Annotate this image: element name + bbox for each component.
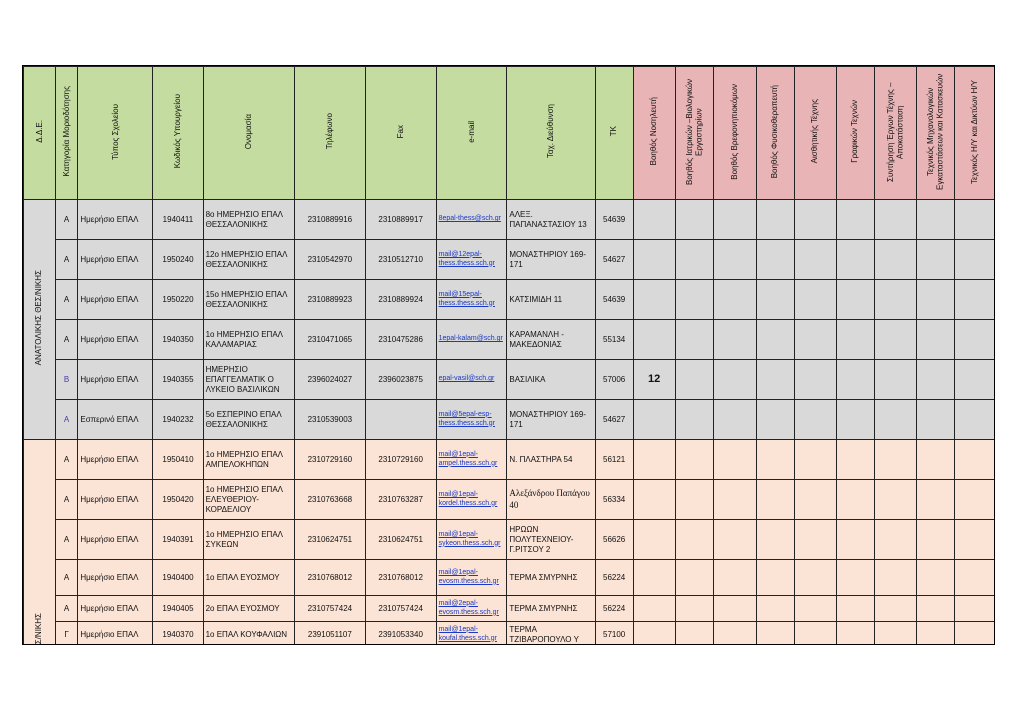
code-cell: 1940391 [153,520,203,560]
email-link[interactable]: mail@5epal-esp-thess.thess.sch.gr [436,400,507,440]
name-cell: 15ο ΗΜΕΡΗΣΙΟ ΕΠΑΛ ΘΕΣΣΑΛΟΝΙΚΗΣ [203,280,294,320]
table-row [24,400,996,440]
name-cell: 1ο ΗΜΕΡΗΣΙΟ ΕΠΑΛ ΚΑΛΑΜΑΡΙΑΣ [203,320,294,360]
name-cell: 1ο ΕΠΑΛ ΚΟΥΦΑΛΙΩΝ [203,622,294,646]
address-cell: Ν. ΠΛΑΣΤΗΡΑ 54 [507,440,595,480]
district-cell: Σ/ΝΙΚΗΣ [24,440,56,646]
schools-table [23,66,995,645]
address-cell: ΗΡΩΩΝ ΠΟΛΥΤΕΧΝΕΙΟΥ-Γ.ΡΙΤΣΟΥ 2 [507,520,595,560]
header-fax: Fax [365,67,436,200]
email-link[interactable]: mail@1epal-ampel.thess.sch.gr [436,440,507,480]
category-cell: A [55,596,78,622]
email-link[interactable]: 8epal-thess@sch.gr [436,200,507,240]
header-category: Κατηγορία Μοριοδότησης [55,67,78,200]
header-address: Ταχ. Διεύθυνση [507,67,595,200]
code-cell: 1950240 [153,240,203,280]
address-cell: ΤΕΡΜΑ ΣΜΥΡΝΗΣ [507,596,595,622]
address-cell: Αλεξάνδρου Παπάγου 40 [507,480,595,520]
name-cell: 1ο ΗΜΕΡΗΣΙΟ ΕΠΑΛ ΑΜΠΕΛΟΚΗΠΩΝ [203,440,294,480]
code-cell: 1940405 [153,596,203,622]
name-cell: 12ο ΗΜΕΡΗΣΙΟ ΕΠΑΛ ΘΕΣΣΑΛΟΝΙΚΗΣ [203,240,294,280]
tk-cell: 55134 [595,320,633,360]
schools-table-sheet [22,65,995,645]
header-dde: Δ.Δ.Ε. [24,67,56,200]
table-row [24,520,996,560]
fax-cell: 2396023875 [365,360,436,400]
type-cell: Ημερήσιο ΕΠΑΛ [78,440,153,480]
category-cell: A [55,440,78,480]
tk-cell: 54639 [595,200,633,240]
fax-cell: 2310889924 [365,280,436,320]
nurse-cell [633,440,675,480]
nurse-cell [633,400,675,440]
header-specialty: Βοηθός Φυσικοθεραπευτή [756,67,794,200]
nurse-cell [633,520,675,560]
name-cell: 5ο ΕΣΠΕΡΙΝΟ ΕΠΑΛ ΘΕΣΣΑΛΟΝΙΚΗΣ [203,400,294,440]
tk-cell: 54627 [595,240,633,280]
fax-cell: 2310729160 [365,440,436,480]
code-cell: 1950410 [153,440,203,480]
table-row [24,360,996,400]
header-specialty: Τεχνικός Μηχανολογικών Εγκαταστάσεων και Κατασκευών [916,67,954,200]
category-cell: A [55,400,78,440]
code-cell: 1940350 [153,320,203,360]
code-cell: 1940355 [153,360,203,400]
header-name: Ονομασία [203,67,294,200]
email-link[interactable]: epal-vasil@sch.gr [436,360,507,400]
type-cell: Εσπερινό ΕΠΑΛ [78,400,153,440]
table-row [24,480,996,520]
tk-cell: 56121 [595,440,633,480]
header-code: Κωδικός Υπουργείου [153,67,203,200]
type-cell: Ημερήσιο ΕΠΑΛ [78,596,153,622]
name-cell: 1ο ΕΠΑΛ ΕΥΟΣΜΟΥ [203,560,294,596]
header-email: e-mail [436,67,507,200]
category-cell: A [55,480,78,520]
phone-cell: 2396024027 [294,360,365,400]
tk-cell: 56626 [595,520,633,560]
tk-cell: 54639 [595,280,633,320]
category-cell: A [55,320,78,360]
type-cell: Ημερήσιο ΕΠΑΛ [78,360,153,400]
category-cell: A [55,240,78,280]
header-specialty: Βοηθός Βρεφονηπιοκόμων [713,67,756,200]
type-cell: Ημερήσιο ΕΠΑΛ [78,280,153,320]
address-cell: ΚΑΡΑΜΑΝΛΗ - ΜΑΚΕΔΟΝΙΑΣ [507,320,595,360]
nurse-cell [633,320,675,360]
email-link[interactable]: mail@1epal-sykeon.thess.sch.gr [436,520,507,560]
type-cell: Ημερήσιο ΕΠΑΛ [78,560,153,596]
tk-cell: 56224 [595,560,633,596]
category-cell: Γ [55,622,78,646]
phone-cell: 2310471065 [294,320,365,360]
type-cell: Ημερήσιο ΕΠΑΛ [78,520,153,560]
table-row [24,200,996,240]
email-link[interactable]: mail@12epal-thess.thess.sch.gr [436,240,507,280]
nurse-cell [633,622,675,646]
name-cell: 1ο ΗΜΕΡΗΣΙΟ ΕΠΑΛ ΣΥΚΕΩΝ [203,520,294,560]
address-cell: ΜΟΝΑΣΤΗΡΙΟΥ 169-171 [507,240,595,280]
fax-cell: 2310889917 [365,200,436,240]
type-cell: Ημερήσιο ΕΠΑΛ [78,480,153,520]
fax-cell: 2310512710 [365,240,436,280]
type-cell: Ημερήσιο ΕΠΑΛ [78,320,153,360]
fax-cell: 2310475286 [365,320,436,360]
nurse-cell [633,280,675,320]
nurse-cell: 12 [633,360,675,400]
code-cell: 1950220 [153,280,203,320]
table-row [24,560,996,596]
header-specialty: Βοηθός Νοσηλευτή [633,67,675,200]
name-cell: ΗΜΕΡΗΣΙΟ ΕΠΑΓΓΕΛΜΑΤΙΚ Ο ΛΥΚΕΙΟ ΒΑΣΙΛΙΚΩΝ [203,360,294,400]
table-row [24,320,996,360]
fax-cell: 2310624751 [365,520,436,560]
fax-cell: 2310757424 [365,596,436,622]
address-cell: ΤΕΡΜΑ ΣΜΥΡΝΗΣ [507,560,595,596]
phone-cell: 2310889923 [294,280,365,320]
phone-cell: 2310757424 [294,596,365,622]
phone-cell: 2310768012 [294,560,365,596]
district-cell: ΑΝΑΤΟΛΙΚΗΣ ΘΕΣ/ΝΙΚΗΣ [24,200,56,440]
phone-cell: 2310763668 [294,480,365,520]
header-type: Τύπος Σχολείου [78,67,153,200]
phone-cell: 2391051107 [294,622,365,646]
email-link[interactable]: mail@1epal-evosm.thess.sch.gr [436,560,507,596]
email-link[interactable]: mail@2epal-evosm.thess.sch.gr [436,596,507,622]
header-row [24,67,996,200]
phone-cell: 2310539003 [294,400,365,440]
code-cell: 1940400 [153,560,203,596]
code-cell: 1950420 [153,480,203,520]
tk-cell: 54627 [595,400,633,440]
code-cell: 1940411 [153,200,203,240]
header-specialty: Βοηθός Ιατρικών –Βιολογικών Εργαστηρίων [675,67,713,200]
address-cell: ΜΟΝΑΣΤΗΡΙΟΥ 169-171 [507,400,595,440]
tk-cell: 56224 [595,596,633,622]
address-cell: ΒΑΣΙΛΙΚΑ [507,360,595,400]
address-cell: ΚΑΤΣΙΜΙΔΗ 11 [507,280,595,320]
phone-cell: 2310889916 [294,200,365,240]
tk-cell: 57100 [595,622,633,646]
table-row [24,240,996,280]
email-link[interactable]: 1epal-kalam@sch.gr [436,320,507,360]
phone-cell: 2310729160 [294,440,365,480]
code-cell: 1940232 [153,400,203,440]
phone-cell: 2310624751 [294,520,365,560]
type-cell: Ημερήσιο ΕΠΑΛ [78,200,153,240]
table-row [24,280,996,320]
name-cell: 1ο ΗΜΕΡΗΣΙΟ ΕΠΑΛ ΕΛΕΥΘΕΡΙΟΥ-ΚΟΡΔΕΛΙΟΥ [203,480,294,520]
category-cell: A [55,280,78,320]
header-specialty: Τεχνικός Η/Υ και Δικτύων Η/Υ [954,67,995,200]
nurse-cell [633,560,675,596]
category-cell: A [55,520,78,560]
table-row [24,440,996,480]
code-cell: 1940370 [153,622,203,646]
nurse-cell [633,200,675,240]
nurse-cell [633,480,675,520]
tk-cell: 56334 [595,480,633,520]
email-link[interactable]: mail@1epal-koufal.thess.sch.gr [436,622,507,646]
name-cell: 8ο ΗΜΕΡΗΣΙΟ ΕΠΑΛ ΘΕΣΣΑΛΟΝΙΚΗΣ [203,200,294,240]
email-link[interactable]: mail@1epal-kordel.thess.sch.gr [436,480,507,520]
category-cell: A [55,560,78,596]
nurse-cell [633,240,675,280]
nurse-cell [633,596,675,622]
address-cell: ΑΛΕΞ. ΠΑΠΑΝΑΣΤΑΣΙΟΥ 13 [507,200,595,240]
fax-cell [365,400,436,440]
tk-cell: 57006 [595,360,633,400]
header-phone: Τηλέφωνο [294,67,365,200]
header-specialty: Συντήρηση Έργων Τέχνης – Αποκατάσταση [874,67,916,200]
fax-cell: 2391053340 [365,622,436,646]
header-tk: ΤΚ [595,67,633,200]
category-cell: B [55,360,78,400]
name-cell: 2ο ΕΠΑΛ ΕΥΟΣΜΟΥ [203,596,294,622]
header-specialty: Γραφικών Τεχνών [836,67,874,200]
address-cell: ΤΕΡΜΑ ΤΖΙΒΑΡΟΠΟΥΛΟ Υ [507,622,595,646]
table-row [24,622,996,646]
category-cell: A [55,200,78,240]
phone-cell: 2310542970 [294,240,365,280]
table-row [24,596,996,622]
fax-cell: 2310768012 [365,560,436,596]
email-link[interactable]: mail@15epal-thess.thess.sch.gr [436,280,507,320]
type-cell: Ημερήσιο ΕΠΑΛ [78,240,153,280]
fax-cell: 2310763287 [365,480,436,520]
type-cell: Ημερήσιο ΕΠΑΛ [78,622,153,646]
header-specialty: Αισθητικής Τέχνης [794,67,836,200]
